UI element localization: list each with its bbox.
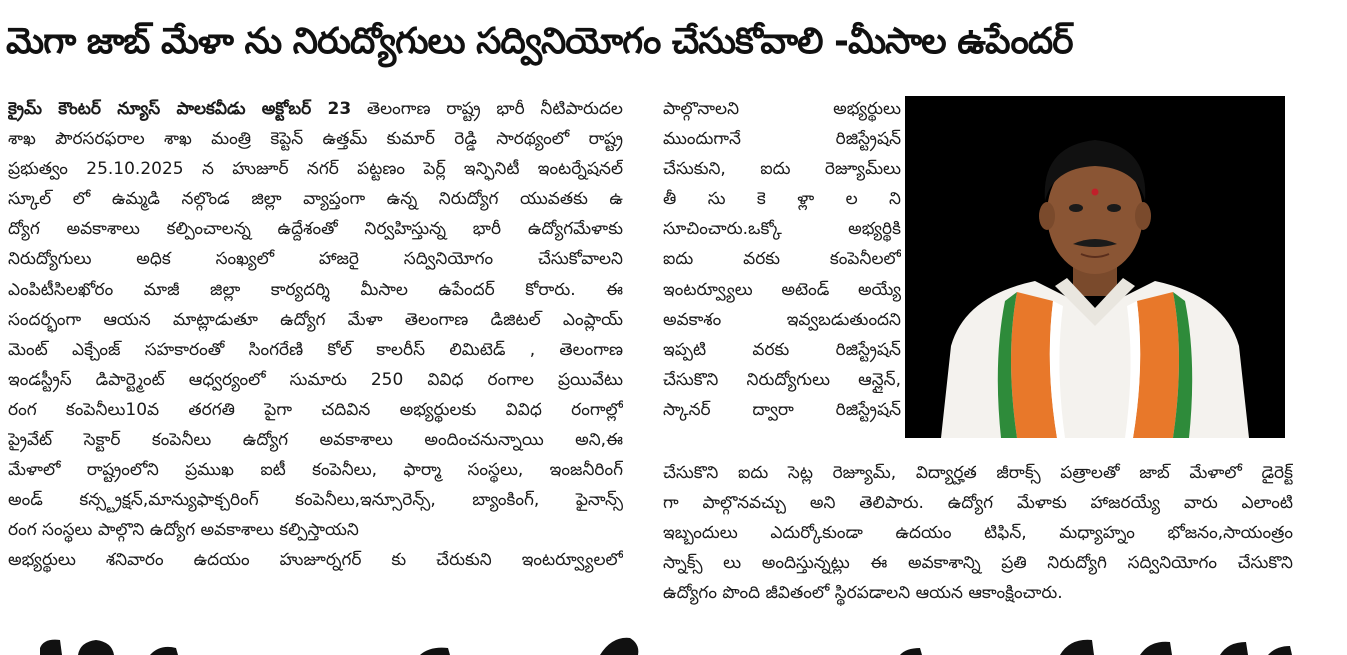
article-line: గా పాల్గొనవచ్చు అని తెలిపారు. ఉద్యోగ మేళాకు హాజరయ్యే వారు ఎలాంటి xyxy=(663,493,1293,514)
article-line: సూచించారు.ఒక్కో అభ్యర్థికి xyxy=(663,219,901,240)
article-line: మెంట్ ఎక్చేంజ్ సహకారంతో సింగరేణి కోల్ కాలరీస్ లిమిటెడ్ , తెలంగాణ xyxy=(8,339,623,360)
article-column-bottom xyxy=(663,458,1293,608)
portrait-illustration xyxy=(905,96,1285,438)
article-line: మేళాలో రాష్ట్రంలోని ప్రముఖ ఐటీ కంపెనీలు, ఫార్మా సంస్థలు, ఇంజనీరింగ్ xyxy=(8,460,623,481)
article-line: అభ్యర్థులు శనివారం ఉదయం హుజూర్నగర్ కు చేరుకుని ఇంటర్వ్యూలలో xyxy=(8,550,623,571)
article-line: సందర్భంగా ఆయన మాట్లాడుతూ ఉద్యోగ మేళా తెలంగాణ డిజిటల్ ఎంప్లాయ్ xyxy=(8,309,623,330)
article-line: ద్యోగ అవకాశాలు కల్పించాలన్న ఉద్దేశంతో నిర్వహిస్తున్న భారీ ఉద్యోగమేళాకు xyxy=(8,219,623,240)
article-line: ప్రభుత్వం 25.10.2025 న హుజూర్ నగర్ పట్టణం పెర్ల్ ఇన్ఫినిటీ ఇంటర్నేషనల్ xyxy=(8,159,623,180)
portrait-photo xyxy=(905,96,1285,438)
article-line: తీ సు కె ళ్లా ల ని xyxy=(663,189,901,210)
article-line: అండ్ కన్స్ట్రక్షన్,మాన్యుఫాక్చరింగ్ కంపెనీలు,ఇన్సూరెన్స్, బ్యాంకింగ్, ఫైనాన్స్ xyxy=(8,490,623,511)
article-line: రంగ సంస్థలు పాల్గొని ఉద్యోగ అవకాశాలు కల్పిస్తాయని xyxy=(8,520,359,541)
article-column-left xyxy=(8,94,623,576)
article-line: పాల్గొనాలని అభ్యర్థులు xyxy=(663,99,901,119)
article-line xyxy=(8,94,623,124)
article-line: ఇంటర్వ్యూలు అటెండ్ అయ్యే xyxy=(663,279,901,300)
article-line: నిరుద్యోగులు అధిక సంఖ్యలో హాజరై సద్వినియోగం చేసుకోవాలని xyxy=(8,249,623,270)
article-line: చేసుకుని, ఐదు రెజ్యూమ్‌లు xyxy=(663,159,901,180)
article-line: ఐదు వరకు కంపెనీలలో xyxy=(663,249,901,270)
article-line: ముందుగానే రిజిస్ట్రేషన్ xyxy=(663,129,901,150)
article-line: ఇప్పటి వరకు రిజిస్ట్రేషన్ xyxy=(663,339,901,360)
cropped-next-headline xyxy=(0,618,1347,655)
article-text: తెలంగాణ రాష్ట్ర భారీ నీటిపారుదల xyxy=(351,99,623,119)
article-line: శాఖ పౌరసరఫరాల శాఖ మంత్రి కెప్టెన్ ఉత్తమ్ కుమార్ రెడ్డి సారథ్యంలో రాష్ట్ర xyxy=(8,129,623,150)
dateline: క్రైమ్ కౌంటర్ న్యూస్ పాలకవీడు అక్టోబర్ 23 xyxy=(8,99,352,119)
article-line: ఉద్యోగం పొంది జీవితంలో స్థిరపడాలని ఆయన ఆకాంక్షించారు. xyxy=(663,583,1063,604)
cropped-glyph-tops xyxy=(0,618,1347,655)
article-line: ఇండస్ట్రీస్ డిపార్ట్మెంట్ ఆధ్వర్యంలో సుమారు 250 వివిధ రంగాల ప్రయివేటు xyxy=(8,369,623,390)
article-line: రంగ కంపెనీలు10వ తరగతి పైగా చదివిన అభ్యర్థులకు వివిధ రంగాల్లో xyxy=(8,399,623,420)
article-line: ఎంపిటీసిలఖోరం మాజీ జిల్లా కార్యదర్శి మీసాల ఉపేందర్ కోరారు. ఈ xyxy=(8,279,623,300)
article-line: స్కానర్ ద్వారా రిజిస్ట్రేషన్ xyxy=(663,399,901,420)
article-line: ప్రైవేట్ సెక్టార్ కంపెనీలు ఉద్యోగ అవకాశాలు అందించనున్నాయి అని,ఈ xyxy=(8,430,623,451)
article-line: చేసుకొని ఐదు సెట్ల రెజ్యూమ్, విద్యార్హత జీరాక్స్ పత్రాలతో జాబ్ మేళాలో డైరెక్ట్ xyxy=(663,463,1293,483)
article-line: చేసుకొని నిరుద్యోగులు ఆన్లైన్, xyxy=(663,369,901,390)
article-line: ఇబ్బందులు ఎదుర్కోకుండా ఉదయం టిఫిన్, మధ్యాహ్నం భోజనం,సాయంత్రం xyxy=(663,523,1293,544)
article-column-right xyxy=(663,94,901,425)
article-line: స్నాక్స్ లు అందిస్తున్నట్లు ఈ అవకాశాన్ని ప్రతి నిరుద్యోగి సద్వినియోగం చేసుకొని xyxy=(663,553,1293,574)
headline: మెగా జాబ్ మేళా ను నిరుద్యోగులు సద్వినియోగం చేసుకోవాలి -మీసాల ఉపేందర్ xyxy=(6,21,1073,62)
article-line: స్కూల్ లో ఉమ్మడి నల్గొండ జిల్లా వ్యాప్తంగా ఉన్న నిరుద్యోగ యువతకు ఉ xyxy=(8,189,623,210)
article-line: అవకాశం ఇవ్వబడుతుందని xyxy=(663,309,901,330)
